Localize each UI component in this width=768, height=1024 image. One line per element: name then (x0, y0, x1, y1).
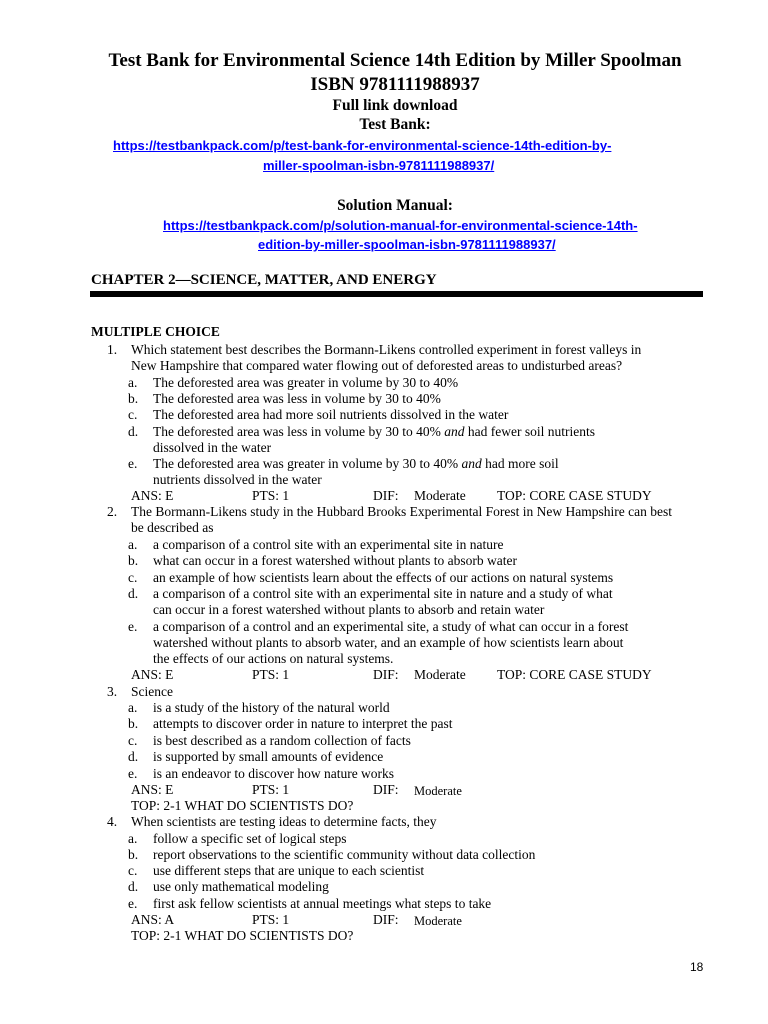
option-letter: b. (128, 391, 139, 406)
answer-key: ANS: A (131, 912, 175, 927)
option-text: what can occur in a forest watershed without plants to absorb water (153, 553, 518, 568)
option-text: The deforested area was less in volume by 30 to 40% (153, 391, 441, 406)
option-text: The deforested area was greater in volume by 30 to 40% (153, 375, 459, 390)
points: PTS: 1 (252, 912, 290, 927)
question-stem: The Bormann-Likens study in the Hubbard Brooks Experimental Forest in New Hampshire can best (131, 504, 673, 519)
option-text: can occur in a forest watershed without plants to absorb and retain water (153, 602, 545, 617)
option-text: is best described as a random collection of facts (153, 733, 411, 748)
chapter-divider (90, 291, 703, 297)
option-text: attempts to discover order in nature to interpret the past (153, 716, 453, 731)
test-bank-link-line-1[interactable]: https://testbankpack.com/p/test-bank-for-environmental-science-14th-edition-by- (113, 138, 612, 153)
question-number: 3. (107, 684, 118, 699)
difficulty-value: Moderate (414, 784, 462, 798)
option-text: is a study of the history of the natural world (153, 700, 390, 715)
option-text: use different steps that are unique to each scientist (153, 863, 425, 878)
question-number: 2. (107, 504, 118, 519)
test-bank-label: Test Bank: (359, 116, 431, 133)
difficulty-label: DIF: (373, 667, 399, 682)
option-text: use only mathematical modeling (153, 879, 329, 894)
option-text: is an endeavor to discover how nature works (153, 766, 395, 781)
option-text-part: had fewer soil nutrients (464, 424, 596, 439)
question-stem: be described as (131, 520, 214, 535)
option-letter: a. (128, 700, 138, 715)
option-letter: c. (128, 863, 138, 878)
question-stem: Science (131, 684, 173, 699)
topic: TOP: CORE CASE STUDY (497, 667, 652, 682)
option-letter: e. (128, 456, 138, 471)
option-text-part: The deforested area was greater in volume by 30 to 40% (153, 456, 462, 471)
option-letter: a. (128, 375, 138, 390)
option-letter: c. (128, 733, 138, 748)
test-bank-link-line-2[interactable]: miller-spoolman-isbn-9781111988937/ (263, 158, 495, 173)
chapter-heading: CHAPTER 2—SCIENCE, MATTER, AND ENERGY (91, 272, 437, 288)
option-text: The deforested area had more soil nutrients dissolved in the water (153, 407, 509, 422)
points: PTS: 1 (252, 667, 290, 682)
question-stem: Which statement best describes the Bormann-Likens controlled experiment in forest valleys in (131, 342, 642, 357)
option-letter: b. (128, 553, 139, 568)
option-letter: d. (128, 749, 139, 764)
option-text: a comparison of a control site with an experimental site in nature and a study of what (153, 586, 613, 601)
option-letter: c. (128, 407, 138, 422)
page-number: 18 (690, 960, 704, 974)
solution-manual-label: Solution Manual: (337, 197, 453, 214)
answer-key: ANS: E (131, 488, 174, 503)
topic: TOP: CORE CASE STUDY (497, 488, 652, 503)
option-text: a comparison of a control and an experimental site, a study of what can occur in a forest (153, 619, 629, 634)
option-text-part: had more soil (481, 456, 559, 471)
difficulty-label: DIF: (373, 488, 399, 503)
solution-manual-link-line-2[interactable]: edition-by-miller-spoolman-isbn-9781111988937/ (258, 237, 556, 252)
option-text (153, 456, 559, 472)
option-text: nutrients dissolved in the water (153, 472, 322, 487)
option-letter: d. (128, 586, 139, 601)
option-letter: a. (128, 537, 138, 552)
option-letter: b. (128, 716, 139, 731)
answer-key: ANS: E (131, 667, 174, 682)
full-link-label: Full link download (332, 97, 458, 114)
option-text: watershed without plants to absorb water, and an example of how scientists learn about (153, 635, 624, 650)
option-text (153, 424, 595, 440)
question-number: 4. (107, 814, 118, 829)
difficulty-value: Moderate (414, 488, 466, 503)
topic: TOP: 2-1 WHAT DO SCIENTISTS DO? (131, 928, 354, 943)
option-text: report observations to the scientific community without data collection (153, 847, 536, 862)
solution-manual-link-line-1[interactable]: https://testbankpack.com/p/solution-manual-for-environmental-science-14th- (163, 218, 638, 233)
option-letter: d. (128, 424, 139, 439)
option-letter: a. (128, 831, 138, 846)
points: PTS: 1 (252, 488, 290, 503)
option-text: an example of how scientists learn about the effects of our actions on natural systems (153, 570, 614, 585)
option-letter: b. (128, 847, 139, 862)
option-letter: d. (128, 879, 139, 894)
option-letter: e. (128, 766, 138, 781)
option-emphasis: and (444, 424, 465, 439)
document-title-line-2: ISBN 9781111988937 (310, 74, 480, 95)
option-text: the effects of our actions on natural systems. (153, 651, 394, 666)
option-text: a comparison of a control site with an experimental site in nature (153, 537, 504, 552)
question-stem: When scientists are testing ideas to determine facts, they (131, 814, 437, 829)
option-text-part: The deforested area was less in volume by 30 to 40% (153, 424, 445, 439)
answer-key: ANS: E (131, 782, 174, 797)
option-letter: c. (128, 570, 138, 585)
difficulty-value: Moderate (414, 667, 466, 682)
question-number: 1. (107, 342, 118, 357)
option-text: follow a specific set of logical steps (153, 831, 347, 846)
difficulty-label: DIF: (373, 912, 399, 927)
document-title-line-1: Test Bank for Environmental Science 14th Edition by Miller Spoolman (108, 50, 682, 71)
option-letter: e. (128, 619, 138, 634)
difficulty-label: DIF: (373, 782, 399, 797)
section-heading: MULTIPLE CHOICE (91, 324, 220, 339)
option-emphasis: and (461, 456, 482, 471)
difficulty-value: Moderate (414, 914, 462, 928)
option-text: first ask fellow scientists at annual meetings what steps to take (153, 896, 492, 911)
option-letter: e. (128, 896, 138, 911)
topic: TOP: 2-1 WHAT DO SCIENTISTS DO? (131, 798, 354, 813)
question-stem: New Hampshire that compared water flowing out of deforested areas to undisturbed areas? (131, 358, 623, 373)
points: PTS: 1 (252, 782, 290, 797)
option-text: is supported by small amounts of evidence (153, 749, 384, 764)
option-text: dissolved in the water (153, 440, 272, 455)
